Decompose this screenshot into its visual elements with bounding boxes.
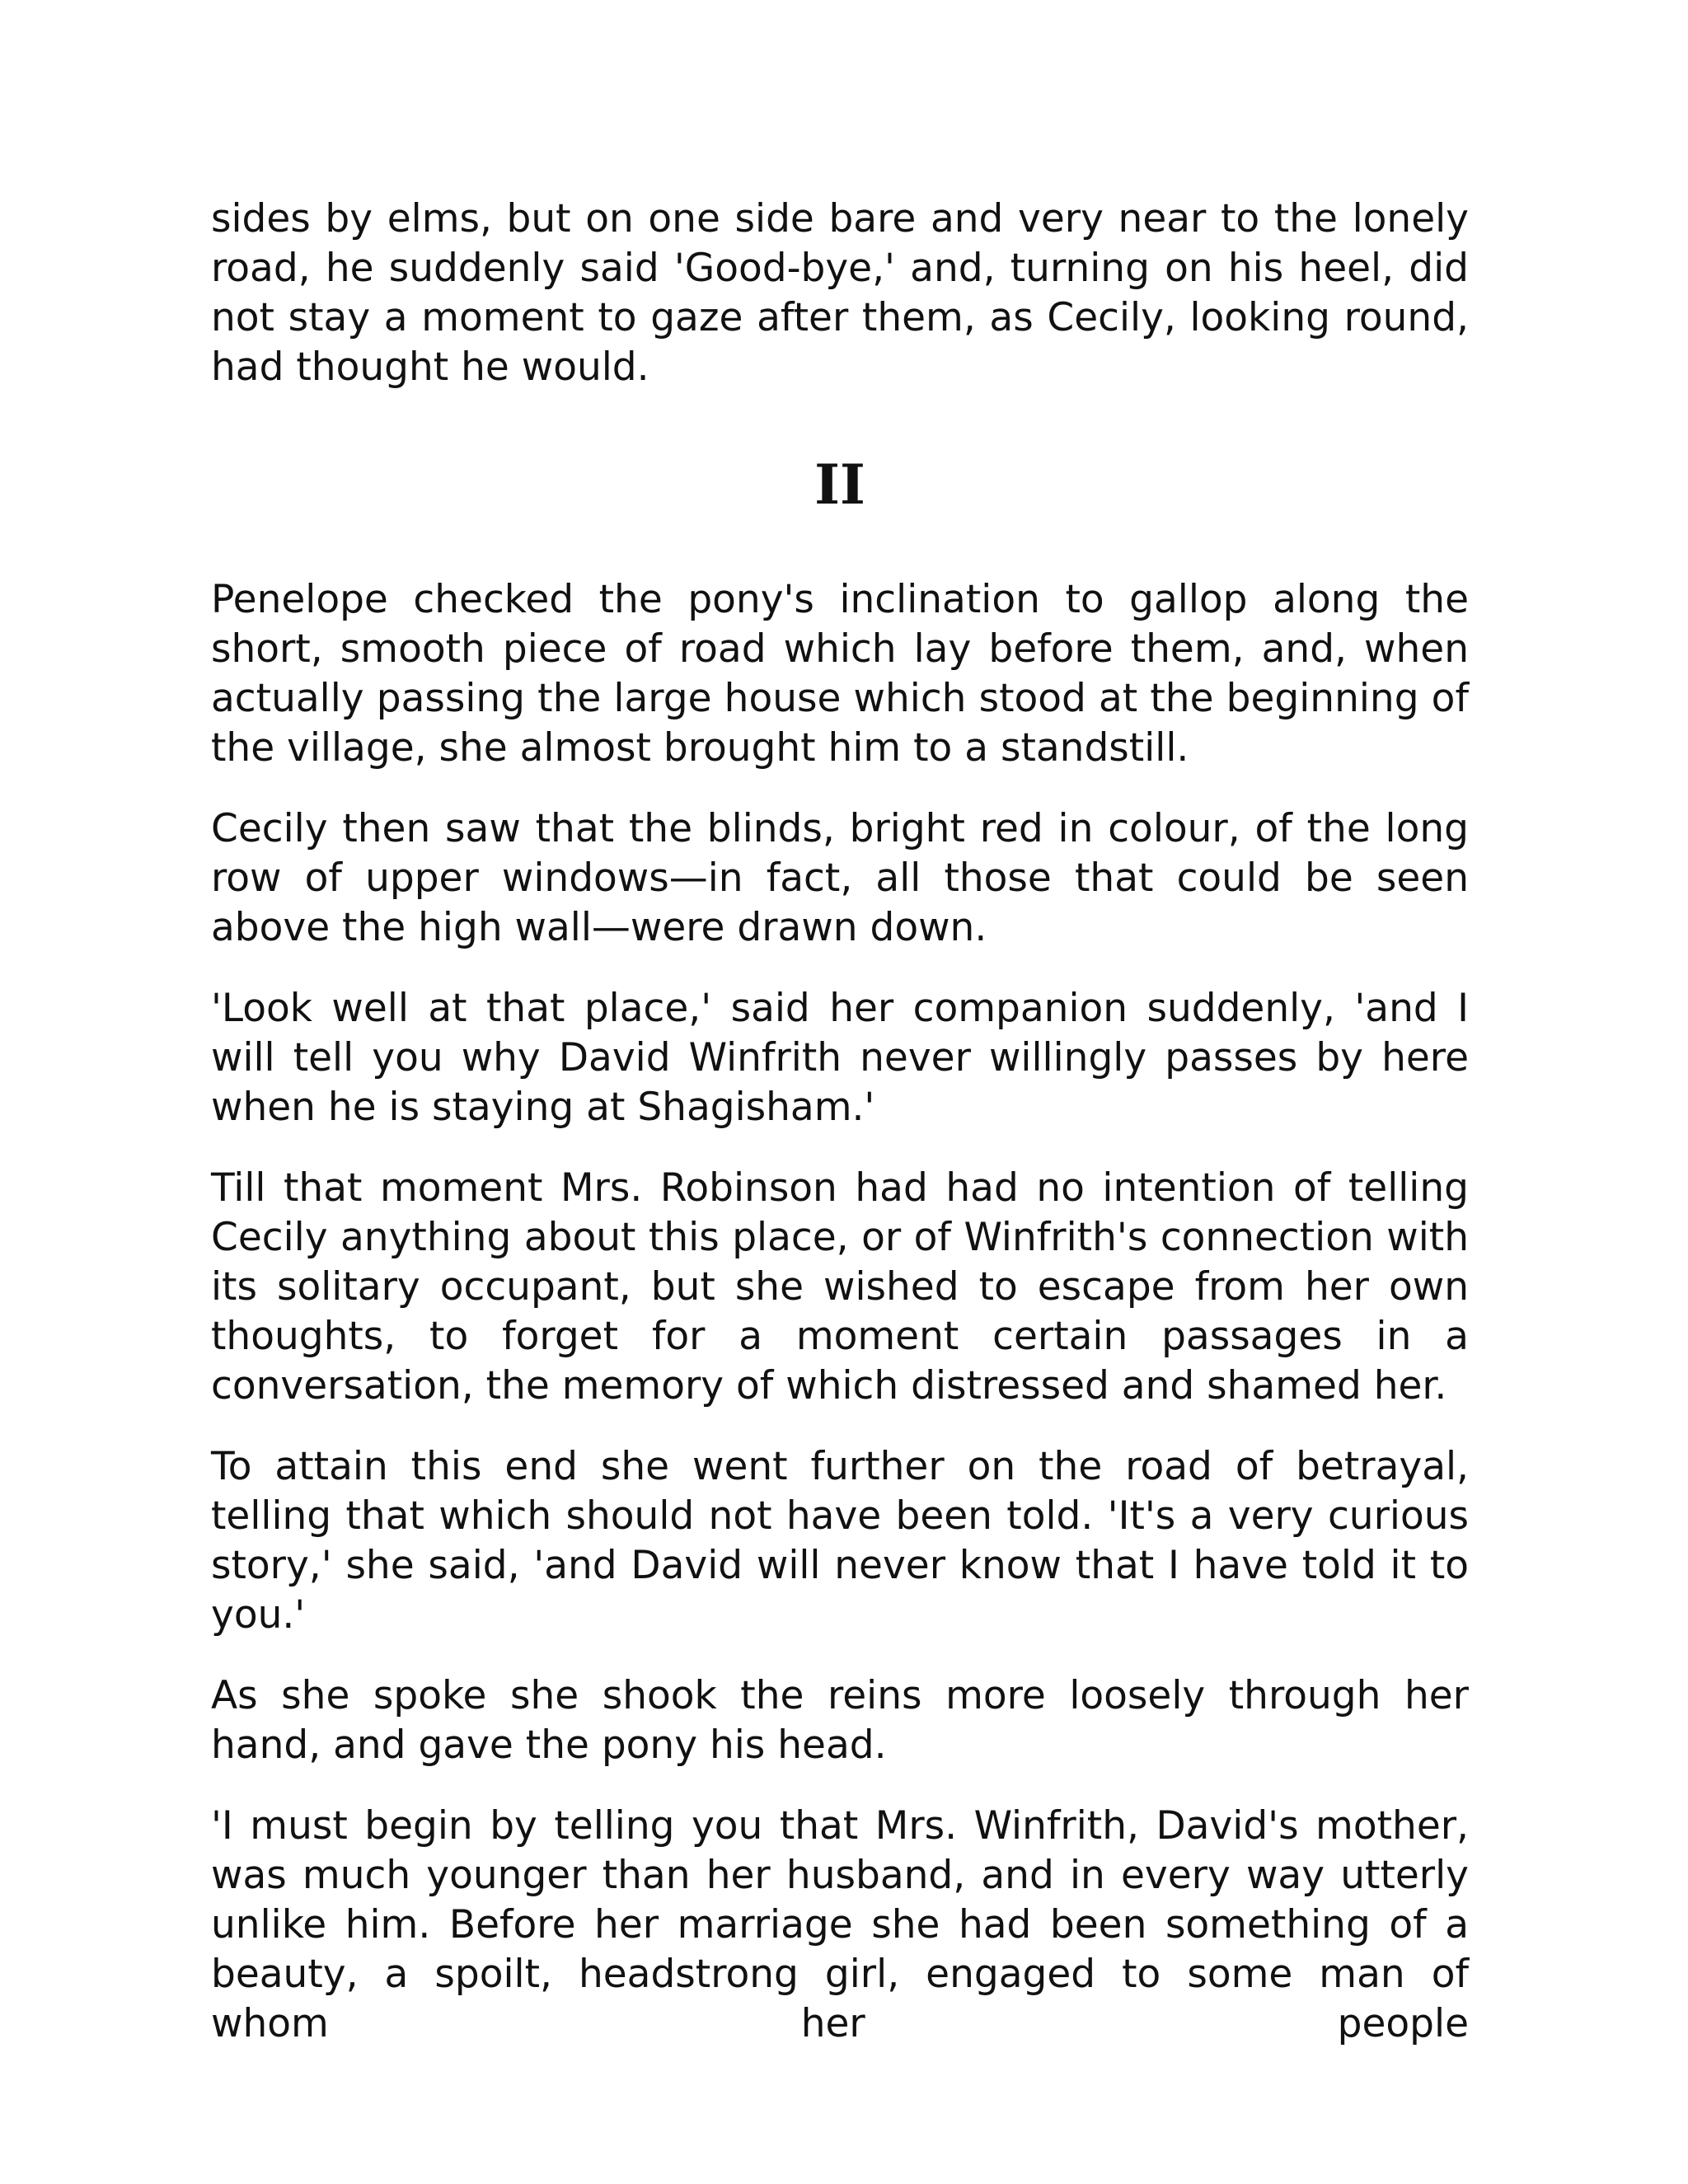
paragraph: As she spoke she shook the reins more loosely through her hand, and gave the pony his head. — [211, 1673, 1469, 1768]
paragraph: Penelope checked the pony's inclination to gallop along the short, smooth piece of road which lay before them, and, when actually passing the large house which stood at the beginning of the village, she almost brought him to a standstill. — [211, 577, 1469, 771]
paragraph: 'Look well at that place,' said her companion suddenly, 'and I will tell you why David Winfrith never willingly passes by here when he is staying at Shagisham.' — [211, 986, 1469, 1130]
paragraph: Till that moment Mrs. Robinson had had no intention of telling Cecily anything about this place, or of Winfrith's connection with its solitary occupant, but she wished to escape from her own thoughts, to forget for a moment certain passages in a conversation, the memory of which distressed and shamed her. — [211, 1165, 1469, 1408]
paragraph: To attain this end she went further on the road of betrayal, telling that which should not have been told. 'It's a very curious story,' she said, 'and David will never know that I have told it to you.' — [211, 1444, 1469, 1638]
chapter-heading: II — [814, 452, 865, 517]
book-page — [211, 194, 1469, 2049]
paragraph-continued: sides by elms, but on one side bare and very near to the lonely road, he suddenly said 'Good-bye,' and, turning on his heel, did not stay a moment to gaze after them, as Cecily, looking round, had thought he would. — [211, 196, 1469, 390]
paragraph-truncated: 'I must begin by telling you that Mrs. Winfrith, David's mother, was much younger than her husband, and in every way utterly unlike him. Before her marriage she had been something of a beauty, a spoilt, headstrong girl, engaged to some man of whom her people — [211, 1803, 1469, 2046]
paragraph: Cecily then saw that the blinds, bright red in colour, of the long row of upper windows—in fact, all those that could be seen above the high wall—were drawn down. — [211, 806, 1469, 950]
